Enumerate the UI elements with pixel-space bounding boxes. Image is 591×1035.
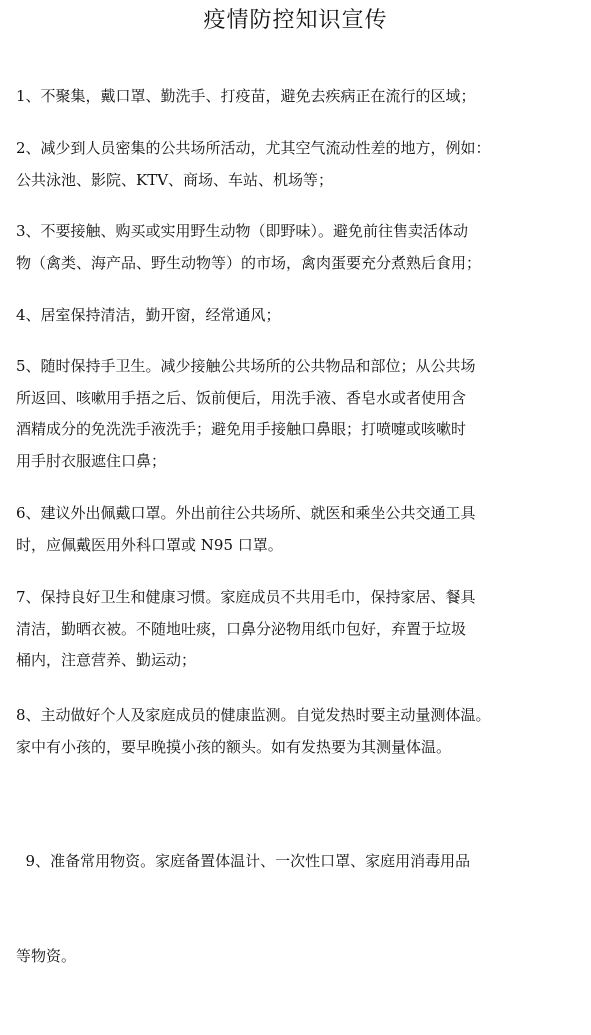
tip-item-8 [16, 700, 586, 763]
tip-item-9 [16, 783, 586, 1035]
tip-line: 7、保持良好卫生和健康习惯。家庭成员不共用毛巾，保持家居、餐具 [16, 588, 476, 606]
tip-line: 1、不聚集，戴口罩、勤洗手、打疫苗，避免去疾病正在流行的区域； [16, 87, 476, 105]
tip-line: 酒精成分的免洗洗手液洗手；避免用手接触口鼻眼；打喷嚏或咳嗽时 [16, 420, 467, 438]
tip-item-7 [16, 582, 586, 677]
tip-line: 桶内，注意营养、勤运动； [16, 651, 197, 669]
tip-line: 等物资。 [16, 946, 77, 965]
tip-line: 9、准备常用物资。家庭备置体温计、一次性口罩、家庭用消毒用品 [16, 852, 471, 870]
tip-line: 3、不要接触、购买或实用野生动物（即野味）。避免前往售卖活体动 [16, 222, 469, 240]
tip-item-1 [16, 81, 586, 113]
tip-line: 清洁，勤晒衣被。不随地吐痰，口鼻分泌物用纸巾包好，弃置于垃圾 [16, 619, 467, 638]
tip-item-4 [16, 300, 586, 332]
tip-line: 物（禽类、海产品、野生动物等）的市场，禽肉蛋要充分煮熟后食用； [16, 253, 482, 272]
page-title: 疫情防控知识宣传 [203, 8, 388, 33]
tip-item-2 [16, 133, 586, 196]
tip-line: 6、建议外出佩戴口罩。外出前往公共场所、就医和乘坐公共交通工具 [16, 504, 476, 522]
tip-line: 用手肘衣服遮住口鼻； [16, 451, 167, 470]
tip-line: 家中有小孩的，要早晚摸小孩的额头。如有发热要为其测量体温。 [16, 737, 452, 756]
tip-item-3 [16, 216, 586, 279]
tip-item-6 [16, 498, 586, 561]
tip-item-5 [16, 351, 586, 477]
tip-line: 5、随时保持手卫生。减少接触公共场所的公共物品和部位；从公共场 [16, 357, 476, 375]
tip-line: 公共泳池、影院、KTV、商场、车站、机场等； [16, 170, 334, 189]
tip-line: 时，应佩戴医用外科口罩或 N95 口罩。 [16, 535, 283, 554]
tip-line: 8、主动做好个人及家庭成员的健康监测。自觉发热时要主动量测体温。 [16, 706, 491, 724]
tip-line: 所返回、咳嗽用手捂之后、饭前便后，用洗手液、香皂水或者使用含 [16, 388, 467, 407]
tip-line: 4、居室保持清洁，勤开窗，经常通风； [16, 306, 281, 324]
tip-line: 2、减少到人员密集的公共场所活动，尤其空气流动性差的地方，例如： [16, 139, 491, 157]
